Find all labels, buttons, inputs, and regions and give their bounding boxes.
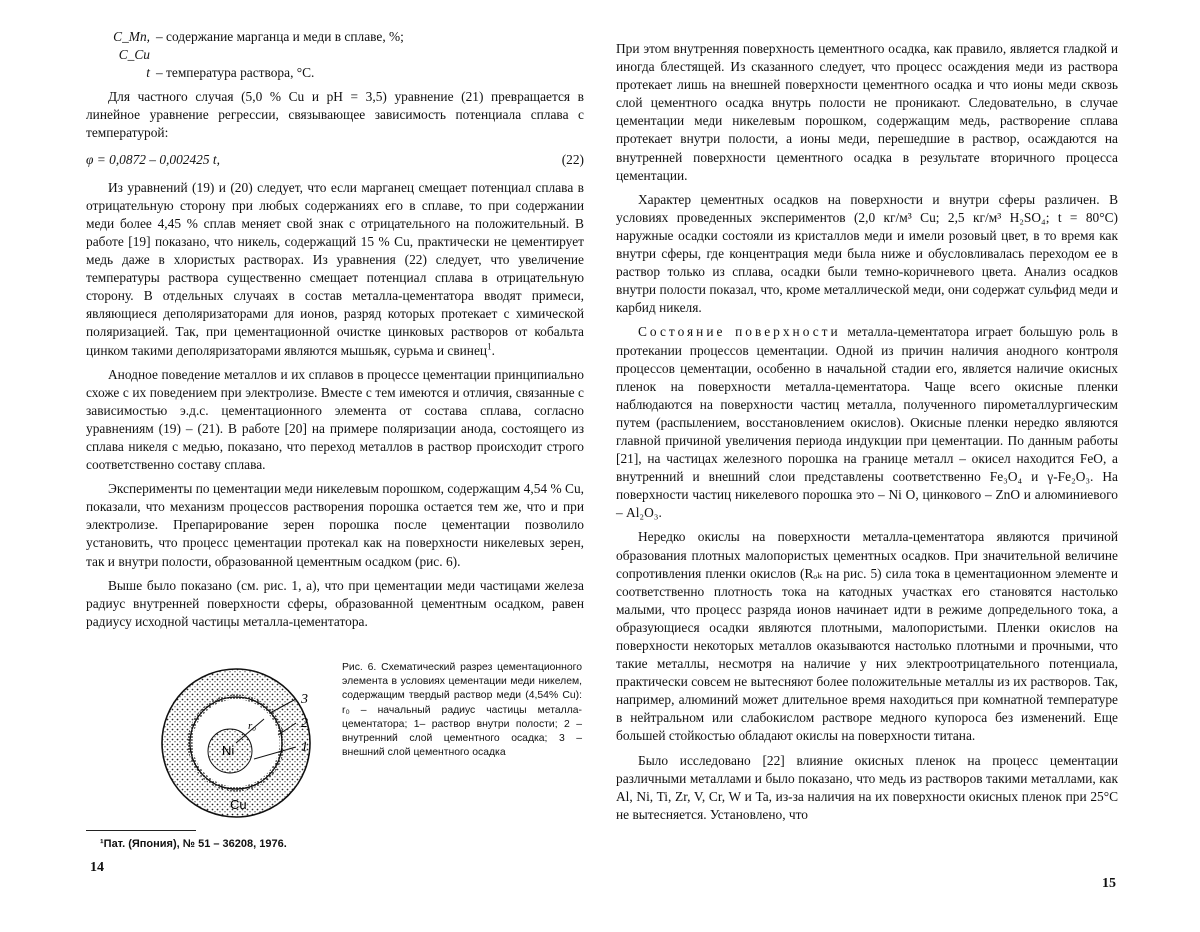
body-paragraph: При этом внутренняя поверхность цементного осадка, как правило, является гладкой и иногда блестящей. Из сказанного следует, что процесс осаждения меди из раствора протекает лишь на внешней поверхности цементного осадка и что ионы меди сквозь слой цементного осадка внутрь полости не проникают. Следовательно, в случае цементации меди никелевым порошком, содержащим медь, растворение сплава протекает внутри полости, а ионы меди, перешедшие в раствор, осаждаются на внутренней поверхности цементного осадка в результате вторичного процесса цементации.	[616, 41, 1118, 183]
paragraph-text: Из уравнений (19) и (20) следует, что если марганец смещает потенциал сплава в отрицательную сторону при любых содержаниях его в сплаве, то при содержании меди более 4,45 % сплав меняет свой знак с отрицательного на положительный. В работе [19] показано, что никель, содержащий 15 % Cu, практически не цементирует медь даже в хлористых растворах. Из уравнения (22) следует, что увеличение температуры раствора существенно смещает потенциал сплава в отрицательную сторону. В отдельных случаях в состав металла-цементатора вводят примеси, являющиеся деполяризаторами для ионов, разряд которых протекает с химической поляризацией. Так, при цементационной очистке цинковых растворов от кобальта цинком такими деполяризаторами являются мышьяк, сурьма и свинец	[86, 179, 584, 358]
paragraph-end: .	[491, 342, 495, 358]
paragraph-text: металла-цементатора играет большую роль в протекании процессов цементации. Одной из причин наличия анодного контроля процессов цементации, особенно в начальной стадии его, является наличие окисных пленок на поверхности металла-цементатора. Чаще всего окисные пленки наблюдаются на поверхности частиц металла, полученного пирометаллургическим путем (распылением, восстановлением окислов). Окисные пленки нередко являются главной причиной увеличения периода индукции при цементации. По данным работы [21], на частицах железного порошка на границе металл – окисел находится FeO, а внутренний и внешний слои представлены соответственно Fe₃O₄ и γ-Fe₂O₃. На поверхности частиц никелевого порошка это – Ni O, цинкового – ZnO и алюминиевого – Al₂O₃.	[616, 324, 1118, 521]
footnote-divider	[86, 830, 196, 831]
footnote-reference: 1	[487, 341, 492, 352]
figure-6	[86, 637, 584, 849]
label-r0: r₀	[248, 719, 257, 732]
section-run-in-heading: Состояние поверхности	[638, 324, 841, 340]
symbol-definitions	[86, 28, 584, 82]
equation-text: φ = 0,0872 – 0,002425 t,	[86, 151, 220, 167]
definition-row	[86, 28, 584, 64]
label-3: 3	[301, 691, 308, 707]
definition-symbol: C_Mn, C_Cu	[113, 29, 150, 63]
intro-paragraph: Для частного случая (5,0 % Cu и pH = 3,5) уравнение (21) превращается в линейное уравнение регрессии, связывающее зависимость потенциала сплава с температурой:	[86, 89, 584, 141]
equation-number: (22)	[561, 151, 584, 167]
left-page-text-column	[86, 28, 584, 849]
body-paragraph: Выше было показано (см. рис. 1, а), что при цементации меди частицами железа радиус внутренней поверхности сферы, образованной цементным осадком, равен радиусу исходной частицы металла-цементатора.	[86, 577, 584, 629]
body-paragraph	[86, 179, 584, 360]
label-2: 2	[301, 715, 308, 731]
body-paragraph: Анодное поведение металлов и их сплавов в процессе цементации принципиально схоже с их поведением при электролизе. Вместе с тем имеются и отличия, связанные с зависимостью э.д.с. цементационного элемента от состава сплава, согласно уравнениям (19) – (21). В работе [20] на примере поляризации анода, состоящего из сплава никеля с медью, показано, что переход металлов в раствор происходит строго соответственно составу сплава.	[86, 366, 584, 473]
body-paragraph: Было исследовано [22] влияние окисных пленок на процесс цементации различными металлами и было показано, что медь из растворов такими металлами, как Al, Ni, Ti, Zr, V, Cr, W и Ta, из-за наличия на их поверхности окисных пленок при 25°C не вытесняется. Установлено, что	[616, 752, 1118, 822]
page-number-right: 15	[1102, 876, 1116, 891]
definition-symbol: t	[146, 65, 150, 81]
label-ni: Ni	[222, 742, 235, 758]
page-number-left: 14	[90, 860, 104, 875]
body-paragraph	[616, 323, 1118, 522]
definition-text: – содержание марганца и меди в сплаве, %;	[156, 29, 404, 44]
body-paragraph: Характер цементных осадков на поверхности и внутри сферы различен. В условиях проведенных экспериментов (2,0 кг/м³ Cu; 2,5 кг/м³ H₂SO₄; t = 80°C) наружные осадки состояли из кристаллов меди и имели розовый цвет, в то время как внутри сферы, где концентрация меди была ниже и обусловливалась переходом ее в раствор только из сплава, осадки были темно-коричневого цвета. Анализ осадков внутри полости показал, что, кроме металлической меди, они содержат сульфид меди и карбид никеля.	[616, 191, 1118, 316]
equation-22	[86, 151, 584, 169]
footnote: ¹Пат. (Япония), № 51 – 36208, 1976.	[100, 838, 287, 850]
body-paragraph: Нередко окислы на поверхности металла-цементатора являются причиной образования плотных малопористых цементных осадков. При значительной величине сопротивления пленки окислов (Rₒₖ на рис. 5) сила тока в цементационном элементе и соответственно плотность тока на катодных участках его становятся настолько малыми, что процесс разряда ионов начинает идти в режиме допредельного тока, а образующиеся осадки являются плотными, малопористыми. Пленки окислов на поверхности некоторых металлов оказываются настолько плотными и прочными, что такие металлы, несмотря на наличие у них электроотрицательного потенциала, практически совсем не вытесняют более положительные металлы из их растворов. Так, например, алюминий может длительное время находиться при комнатной температуре в нейтральном или слабокислом растворе медного купороса без изменений. Еще большей стойкостью обладают окислы на поверхности титана.	[616, 529, 1118, 744]
label-1: 1	[301, 739, 308, 755]
label-cu: Cu	[230, 796, 247, 812]
definition-text: – температура раствора, °С.	[156, 65, 315, 81]
figure-caption: Рис. 6. Схематический разрез цементационного элемента в условиях цементации меди никелем, содержащим твердый раствор меди (4,54% Cu): r₀ – начальный радиус частицы металла-цементатора; 1– раствор внутри полости; 2 – внутренний слой цементного осадка; 3 – внешний слой цементного осадка	[342, 661, 582, 759]
body-paragraph: Эксперименты по цементации меди никелевым порошком, содержащим 4,54 % Cu, показали, что механизм процессов растворения порошка остается тем же, что и при электролизе. Препарирование зерен порошка после цементации позволило установить, что процесс цементации протекал как на поверхности никелевых зерен, так и внутри полости, образованной цементным осадком (рис. 6).	[86, 481, 584, 569]
cementation-cross-section-diagram	[146, 643, 326, 843]
definition-row	[86, 64, 584, 82]
right-page-text-column	[616, 40, 1118, 830]
